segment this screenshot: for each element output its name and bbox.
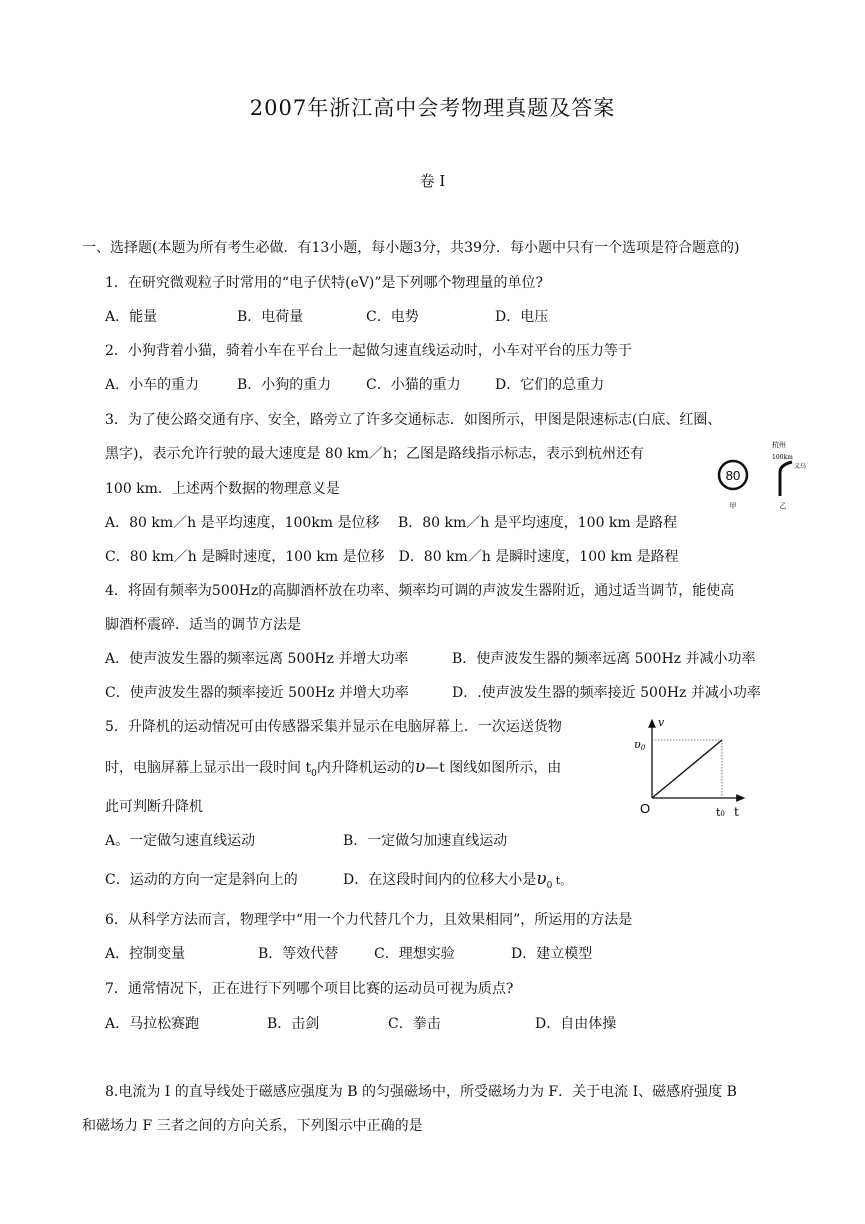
q7-option-c: C．拳击 bbox=[388, 1016, 441, 1032]
sign-distance: 100km bbox=[772, 454, 793, 461]
q4-option-c: C．使声波发生器的频率接近 500Hz 并增大功率 bbox=[105, 685, 409, 701]
q8-line-1: 8.电流为 I 的直导线处于磁感应强度为 B 的匀强磁场中，所受磁场力为 F．关于电流 I、磁感府强度 B bbox=[105, 1084, 737, 1100]
q2-stem: 2．小狗背着小猫，骑着小车在平台上一起做匀速直线运动时，小车对平台的压力等于 bbox=[105, 343, 632, 359]
q1-option-a: A．能量 bbox=[105, 309, 158, 325]
q3-line-1: 3．为了使公路交通有序、安全，路旁立了许多交通标志．如图所示，甲图是限速标志(白底、红圈、 bbox=[105, 412, 722, 428]
q5-option-a: A。一定做匀速直线运动 bbox=[105, 833, 256, 849]
sign-label-jia: 甲 bbox=[729, 502, 737, 510]
velocity-time-graph bbox=[628, 712, 758, 822]
q3-options-cd: C．80 km／h 是瞬时速度，100 km 是位移 D．80 km／h 是瞬时速度，100 km 是路程 bbox=[105, 549, 679, 565]
traffic-signs-figure bbox=[712, 434, 822, 512]
velocity-line bbox=[652, 740, 722, 798]
q5-option-b: B．一定做匀加速直线运动 bbox=[343, 833, 508, 849]
sign-label-yi: 乙 bbox=[779, 502, 787, 510]
q1-option-c: C．电势 bbox=[366, 309, 419, 325]
q1-stem: 1．在研究微观粒子时常用的“电子伏特(eV)”是下列哪个物理量的单位? bbox=[105, 275, 544, 291]
q5-line-1: 5．升降机的运动情况可由传感器采集并显示在电脑屏幕上．一次运送货物 bbox=[105, 719, 562, 735]
section-heading: 一、选择题(本题为所有考生必做．有13小题，每小题3分，共39分．每小题中只有一个选项是符合题意的) bbox=[82, 240, 740, 256]
q6-option-c: C．理想实验 bbox=[374, 946, 455, 962]
q2-option-b: B．小狗的重力 bbox=[237, 377, 332, 393]
route-sign-arrow bbox=[780, 462, 792, 496]
q6-option-b: B．等效代替 bbox=[258, 946, 339, 962]
q1-option-b: B．电荷量 bbox=[237, 309, 304, 325]
q2-option-a: A．小车的重力 bbox=[105, 377, 200, 393]
q5-option-c: C．运动的方向一定是斜向上的 bbox=[105, 872, 298, 888]
t0-label: t0 bbox=[716, 806, 725, 819]
q4-line-1: 4．将固有频率为500Hz的高脚酒杯放在功率、频率均可调的声波发生器附近，通过适当调节，能使高 bbox=[105, 583, 735, 599]
q3-options-ab: A．80 km／h 是平均速度，100km 是位移 B．80 km／h 是平均速度，100 km 是路程 bbox=[105, 515, 678, 531]
q4-option-a: A．使声波发生器的频率远离 500Hz 并增大功率 bbox=[105, 651, 409, 667]
q5-line-2: 时，电脑屏幕上显示出一段时间 $t_0$内升降机运动的υ—t 图线如图所示，由 bbox=[105, 757, 562, 779]
q5-line-3: 此可判断升降机 bbox=[105, 799, 203, 815]
sign-hangzhou: 杭州 bbox=[772, 441, 786, 449]
q7-option-a: A．马拉松赛跑 bbox=[105, 1016, 200, 1032]
speed-limit-value: 80 bbox=[725, 468, 741, 483]
origin-label: O bbox=[640, 801, 651, 816]
q6-option-a: A．控制变量 bbox=[105, 946, 186, 962]
page-title: 2007年浙江高中会考物理真题及答案 bbox=[249, 96, 616, 120]
q2-option-c: C．小猫的重力 bbox=[366, 377, 461, 393]
q7-option-d: D．自由体操 bbox=[535, 1016, 617, 1032]
q7-option-b: B．击剑 bbox=[267, 1016, 320, 1032]
q4-option-b: B．使声波发生器的频率远离 500Hz 并减小功率 bbox=[452, 651, 756, 667]
v-axis-label: v bbox=[658, 716, 665, 729]
q3-line-2: 黑字)，表示允许行驶的最大速度是 80 km／h；乙图是路线指示标志，表示到杭州还有 bbox=[105, 446, 644, 462]
volume-label: 卷 I bbox=[419, 172, 446, 190]
t-axis-label: t bbox=[734, 805, 739, 819]
sign-yiwu: 义乌 bbox=[794, 463, 807, 470]
q4-option-d: D．.使声波发生器的频率接近 500Hz 并减小功率 bbox=[452, 685, 761, 701]
q6-option-d: D．建立模型 bbox=[511, 946, 593, 962]
q1-option-d: D．电压 bbox=[495, 309, 549, 325]
v0-label: υ0 bbox=[634, 738, 646, 752]
q7-stem: 7．通常情况下，正在进行下列哪个项目比赛的运动员可视为质点? bbox=[105, 981, 514, 997]
q4-line-2: 脚酒杯震碎．适当的调节方法是 bbox=[105, 617, 301, 633]
q3-line-3: 100 km．上述两个数据的物理意义是 bbox=[105, 481, 340, 497]
q2-option-d: D．它们的总重力 bbox=[495, 377, 605, 393]
q5-option-d: D．在这段时间内的位移大小是$\upsilon_0$ t。 bbox=[343, 869, 572, 891]
q8-line-2: 和磁场力 F 三者之间的方向关系，下列图示中正确的是 bbox=[82, 1118, 423, 1134]
q6-stem: 6．从科学方法而言，物理学中“用一个力代替几个力，且效果相同”，所运用的方法是 bbox=[105, 912, 633, 928]
